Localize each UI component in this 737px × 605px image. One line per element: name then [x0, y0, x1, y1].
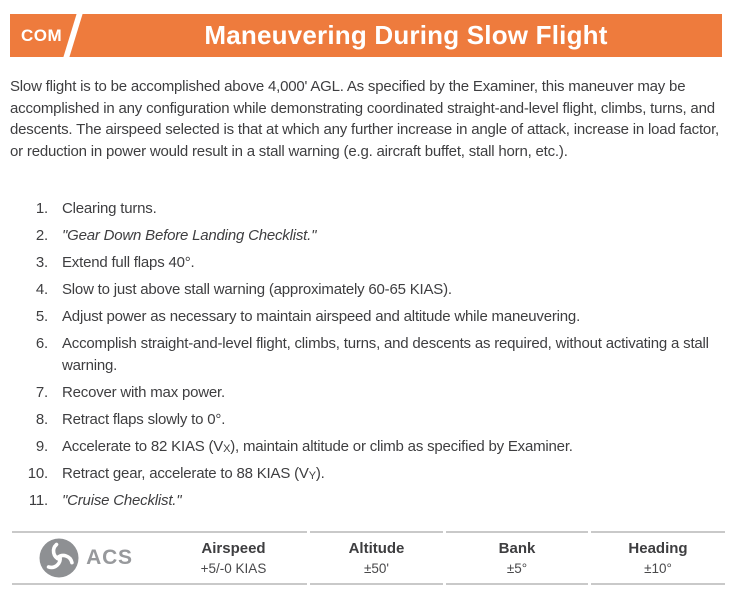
item-number: 8.: [35, 411, 48, 428]
tolerance-value: +5/-0 KIAS: [200, 560, 267, 576]
tolerance-heading: [591, 531, 725, 585]
tolerance-bank: [446, 531, 588, 585]
item-number: 6.: [35, 335, 48, 352]
item-number: 3.: [35, 254, 48, 271]
checklist-item: [0, 279, 722, 301]
checklist-item: [0, 252, 722, 274]
checklist-item: [0, 409, 722, 431]
item-text: Accomplish straight-and-level flight, climbs, turns, and descents as required, without activating a stall warning.: [62, 335, 709, 374]
item-text: Clearing turns.: [62, 200, 157, 217]
item-text: Recover with max power.: [62, 384, 225, 401]
item-number: 5.: [35, 308, 48, 325]
acs-logo-text: ACS: [86, 546, 133, 569]
header-banner: [10, 14, 722, 57]
item-text: Adjust power as necessary to maintain airspeed and altitude while maneuvering.: [62, 308, 581, 325]
item-number: 7.: [35, 384, 48, 401]
acs-logo: [12, 531, 160, 585]
item-text: Slow to just above stall warning (approximately 60-65 KIAS).: [62, 281, 452, 298]
item-text-post: ), maintain altitude or climb as specified by Examiner.: [230, 438, 573, 455]
intro-paragraph: Slow flight is to be accomplished above 4,000' AGL. As specified by the Examiner, this maneuver may be accomplished in any configuration while demonstrating coordinated straight-and-level flight, climbs, turns, and descents. The airspeed selected is that at which any further increase in angle of attack, increase in load factor, or reduction in power would result in a stall warning (e.g. aircraft buffet, stall horn, etc.).: [10, 78, 720, 160]
checklist-item: [0, 306, 722, 328]
item-text-pre: Accelerate to 82 KIAS (V: [62, 438, 224, 455]
dot-triskelion-icon: [39, 538, 79, 578]
item-text: "Cruise Checklist.": [62, 492, 182, 509]
item-number: 11.: [28, 492, 48, 509]
item-text: "Gear Down Before Landing Checklist.": [62, 227, 317, 244]
item-number: 10.: [27, 465, 48, 482]
item-text-pre: Retract gear, accelerate to 88 KIAS (V: [62, 465, 309, 482]
checklist-item: [0, 198, 722, 220]
checklist-item: [0, 490, 722, 512]
tolerance-value: ±10°: [644, 560, 672, 576]
tolerance-airspeed: [160, 531, 307, 585]
tolerances-footer: [12, 531, 725, 585]
checklist-item: [0, 436, 722, 458]
tolerance-label: Altitude: [348, 539, 405, 557]
item-number: 4.: [35, 281, 48, 298]
item-number: 2.: [35, 227, 48, 244]
v-speed-subscript: Y: [308, 470, 316, 482]
tolerance-value: ±50': [363, 560, 389, 576]
tolerance-altitude: [310, 531, 443, 585]
item-number: 1.: [35, 200, 48, 217]
tolerance-value: ±5°: [506, 560, 528, 576]
page-title: Maneuvering During Slow Flight: [204, 20, 608, 50]
item-text-post: ).: [315, 465, 325, 482]
checklist-item: [0, 463, 722, 485]
com-badge: [10, 14, 70, 57]
com-badge-label: COM: [21, 25, 63, 45]
item-number: 9.: [35, 438, 48, 455]
item-text: Retract flaps slowly to 0°.: [62, 411, 226, 428]
item-text: [62, 463, 722, 485]
tolerance-label: Bank: [498, 539, 536, 557]
v-speed-subscript: X: [223, 443, 231, 455]
checklist-item: [0, 333, 722, 377]
checklist-item: [0, 382, 722, 404]
checklist: [0, 198, 722, 517]
tolerance-label: Heading: [628, 539, 688, 557]
item-text: [62, 436, 722, 458]
item-text: Extend full flaps 40°.: [62, 254, 195, 271]
checklist-item: [0, 225, 722, 247]
tolerance-label: Airspeed: [201, 539, 266, 557]
